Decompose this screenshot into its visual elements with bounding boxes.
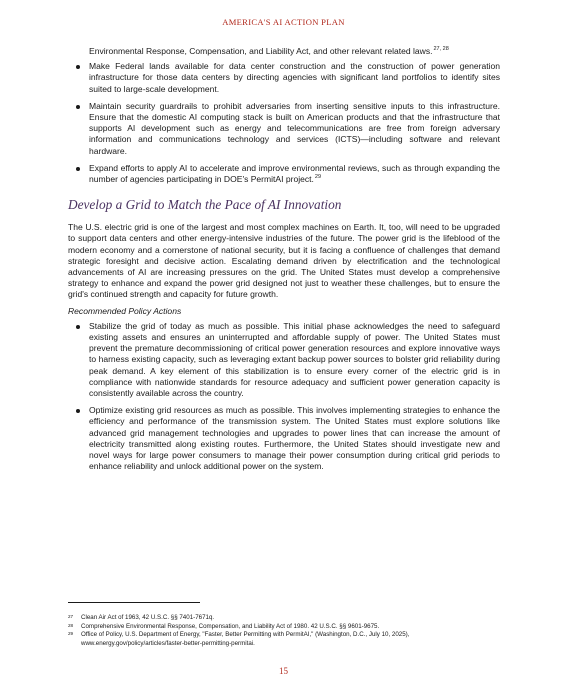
section-heading: Develop a Grid to Match the Pace of AI Innovation [68,197,342,213]
footnote [68,614,500,623]
footnote-text[interactable]: Office of Policy, U.S. Department of Energy, "Faster, Better Permitting with PermitAI," (Washington, D.C., July 10, 2025), www.energy.gov/policy/articles/faster-better-permitting-permitai. [81,631,410,647]
bullet-text: Stabilize the grid of today as much as possible. This initial phase acknowledges the need to safeguard existing assets and ensures an uninterrupted and affordable supply of power. The United States must prevent the premature decommissioning of critical power generation resources and explore innovative ways to harness existing capacity, such as leveraging extant backup power sources to bolster grid reliability during peak demand. A key element of this stabilization is to ensure every corner of the electric grid is in compliance with nationwide standards for resource adequacy and sufficient power generation capacity is consistently available across the country. [89,320,500,399]
footnotes [68,614,500,648]
list-item [68,405,500,472]
footnote-ref[interactable]: 27, 28 [433,46,449,52]
footnote-number: 27 [68,614,74,619]
footnote-divider [68,602,200,603]
page-body [68,46,500,479]
continuation-paragraph [68,46,500,57]
bullet-text: Maintain security guardrails to prohibit adversaries from inserting sensitive inputs to this infrastructure. Ensure that the domestic AI computing stack is built on American products and that the infrastructure that supports AI development such as energy and telecommunications are free from foreign adversary information and communications technology and services (ICTS)—including software and relevant hardware. [89,100,500,156]
footnote-number: 28 [68,622,74,628]
footnote [68,623,500,632]
bullet-text: Make Federal lands available for data center construction and the construction of power generation infrastructure for those data centers by directing agencies with significant land portfolios to identify sites suited to large-scale development. [89,61,500,94]
running-header: AMERICA'S AI ACTION PLAN [222,17,345,27]
bullet-list-top [68,61,500,185]
list-item [68,101,500,157]
continuation-text: Environmental Response, Compensation, and Liability Act, and other relevant related laws. [89,46,433,56]
list-item [68,321,500,399]
page-number: 15 [279,666,288,676]
footnote-ref[interactable]: 29 [314,174,322,181]
recommended-actions-heading: Recommended Policy Actions [68,305,182,316]
bullet-list-actions [68,321,500,473]
list-item [68,163,500,185]
bullet-text: Optimize existing grid resources as much as possible. This involves implementing strategies to enhance the efficiency and performance of the transmission system. The United States must explore solutions like advanced grid management technologies and upgrades to power lines that can increase the amount of electricity transmitted along existing routes. Furthermore, the United States should investigate new and novel ways for large power consumers to manage their power consumption during critical grid periods to enhance reliability and unlock additional power on the system. [89,405,500,472]
list-item [68,61,500,95]
footnote [68,631,500,648]
footnote-number: 29 [68,631,74,637]
bullet-text: Expand efforts to apply AI to accelerate and improve environmental reviews, such as through expanding the number of agencies participating in DOE's PermitAI project. [89,162,500,185]
section-paragraph: The U.S. electric grid is one of the largest and most complex machines on Earth. It, too, will need to be upgraded to support data centers and other energy-intensive industries of the future. The power grid is the lifeblood of the modern economy and a cornerstone of national security, but it is facing a confluence of challenges that demand strategic foresight and decisive action. Escalating demand driven by electrification and the technological advancements of AI are increasing pressures on the grid. The United States must develop a comprehensive strategy to enhance and expand the power grid designed not just to weather these challenges, but to ensure the grid's continued strength and capacity for future growth. [68,222,500,300]
footnote-text: Clean Air Act of 1963, 42 U.S.C. §§ 7401-7671q. [81,614,215,621]
footnote-text: Comprehensive Environmental Response, Compensation, and Liability Act of 1980. 42 U.S.C. §§ 9601-9675. [81,622,380,630]
